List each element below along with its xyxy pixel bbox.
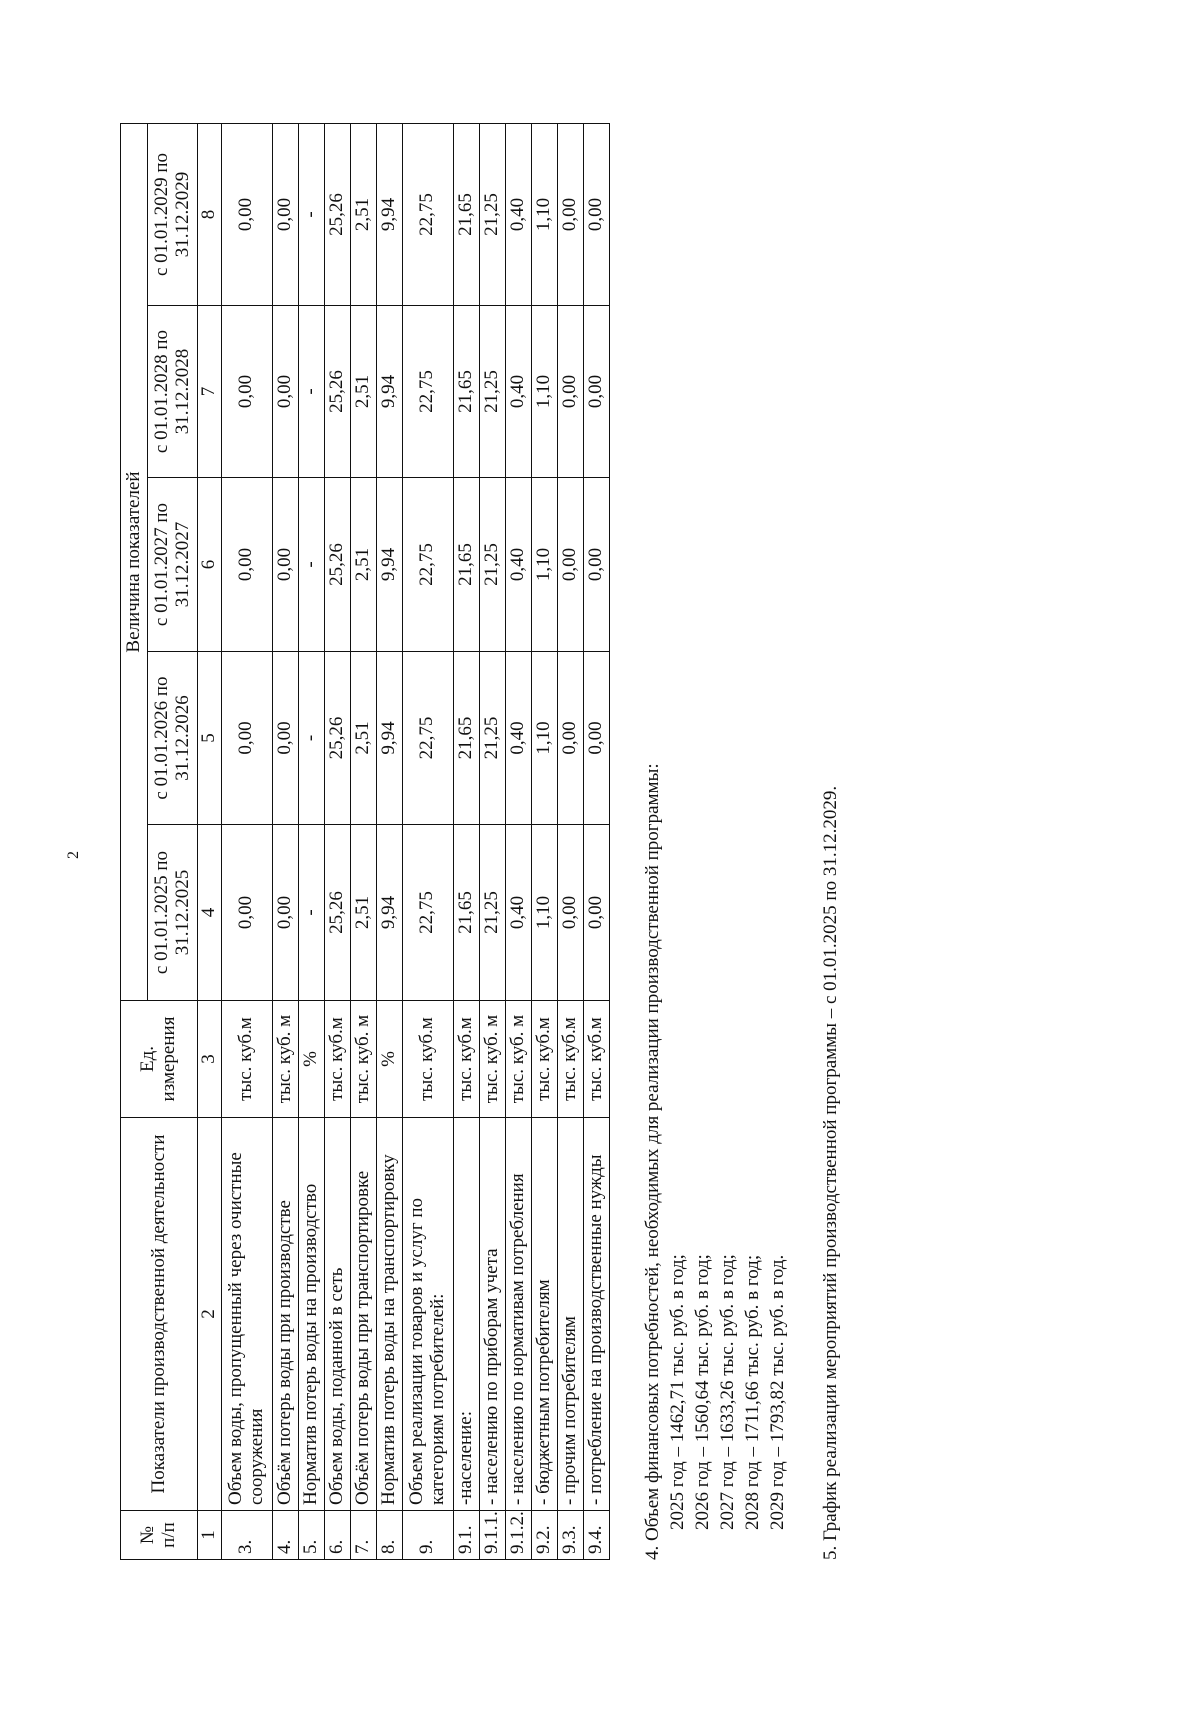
row-value-cell: 0,00 — [583, 825, 609, 1001]
header-values-group: Величина показателей — [121, 123, 148, 1000]
row-value-cell: 0,00 — [221, 306, 272, 478]
row-name-cell: - населению по нормативам потребления — [505, 1118, 531, 1511]
row-num-cell: 8. — [376, 1511, 402, 1560]
row-value-cell: 25,26 — [324, 825, 350, 1001]
row-value-cell: 0,00 — [557, 478, 583, 652]
row-value-cell: 21,25 — [479, 825, 505, 1001]
row-value-cell: 21,65 — [453, 123, 479, 305]
row-value-cell: 0,00 — [221, 825, 272, 1001]
row-value-cell: 0,40 — [505, 478, 531, 652]
table-row — [272, 123, 298, 1559]
row-unit-cell: % — [298, 1001, 324, 1118]
row-name-cell: - населению по приборам учета — [479, 1118, 505, 1511]
row-num-cell: 9.1.2. — [505, 1511, 531, 1560]
row-num-cell: 9. — [402, 1511, 453, 1560]
table-row — [324, 123, 350, 1559]
row-name-cell: Объём потерь воды при производстве — [272, 1118, 298, 1511]
row-name-cell: - потребление на производственные нужды — [583, 1118, 609, 1511]
row-value-cell: - — [298, 306, 324, 478]
header-num: № п/п — [121, 1511, 198, 1560]
row-name-cell: Объем воды, поданной в сеть — [324, 1118, 350, 1511]
finance-line: 2026 год – 1560,64 тыс. руб. в год; — [692, 1254, 713, 1530]
row-unit-cell: тыс. куб.м — [531, 1001, 557, 1118]
table-row — [402, 123, 453, 1559]
row-value-cell: 9,94 — [376, 478, 402, 652]
row-value-cell: 21,25 — [479, 478, 505, 652]
row-unit-cell: тыс. куб. м — [505, 1001, 531, 1118]
section-4-title: 4. Объем финансовых потребностей, необходимых для реализации производственной программы: — [642, 763, 663, 1560]
row-value-cell: 0,00 — [221, 652, 272, 825]
page-number: 2 — [65, 851, 82, 859]
row-value-cell: 21,25 — [479, 306, 505, 478]
row-value-cell: 0,00 — [557, 825, 583, 1001]
row-value-cell: - — [298, 478, 324, 652]
header-indicator: Показатели производственной деятельности — [121, 1118, 198, 1511]
row-value-cell: 0,00 — [557, 306, 583, 478]
row-value-cell: 1,10 — [531, 825, 557, 1001]
row-value-cell: 1,10 — [531, 123, 557, 305]
table-row — [479, 123, 505, 1559]
row-value-cell: 22,75 — [402, 306, 453, 478]
row-unit-cell: тыс. куб.м — [453, 1001, 479, 1118]
header-period-2028: с 01.01.2028 по 31.12.2028 — [148, 306, 198, 478]
row-value-cell: - — [298, 825, 324, 1001]
table-row — [505, 123, 531, 1559]
row-name-cell: Норматив потерь воды на транспортировку — [376, 1118, 402, 1511]
indicators-table — [120, 123, 610, 1560]
row-value-cell: 9,94 — [376, 306, 402, 478]
row-value-cell: 21,65 — [453, 478, 479, 652]
row-value-cell: - — [298, 123, 324, 305]
row-value-cell: 0,00 — [272, 652, 298, 825]
row-value-cell: 9,94 — [376, 123, 402, 305]
row-value-cell: 0,00 — [583, 306, 609, 478]
section-5-title: 5. График реализации мероприятий производственной программы – с 01.01.2025 по 31.12.2029. — [820, 785, 841, 1560]
header-period-2026: с 01.01.2026 по 31.12.2026 — [148, 652, 198, 825]
row-value-cell: 2,51 — [350, 306, 376, 478]
row-value-cell: 21,65 — [453, 825, 479, 1001]
row-value-cell: 21,65 — [453, 652, 479, 825]
row-value-cell: 25,26 — [324, 123, 350, 305]
row-num-cell: 9.3. — [557, 1511, 583, 1560]
row-value-cell: 0,00 — [221, 123, 272, 305]
col-number: 7 — [198, 306, 222, 478]
row-value-cell: 22,75 — [402, 478, 453, 652]
row-value-cell: 22,75 — [402, 825, 453, 1001]
row-value-cell: 22,75 — [402, 652, 453, 825]
row-value-cell: 0,00 — [583, 123, 609, 305]
row-value-cell: 1,10 — [531, 478, 557, 652]
table-row — [557, 123, 583, 1559]
col-number: 5 — [198, 652, 222, 825]
header-period-2027: с 01.01.2027 по 31.12.2027 — [148, 478, 198, 652]
row-value-cell: 0,00 — [583, 478, 609, 652]
finance-line: 2029 год – 1793,82 тыс. руб. в год. — [767, 1254, 788, 1530]
header-unit: Ед. измерения — [121, 1001, 198, 1118]
row-unit-cell: тыс. куб.м — [221, 1001, 272, 1118]
row-num-cell: 6. — [324, 1511, 350, 1560]
row-name-cell: Объем воды, пропущенный через очистные сооружения — [221, 1118, 272, 1511]
section-4 — [640, 763, 790, 1560]
table-row — [583, 123, 609, 1559]
col-number: 2 — [198, 1118, 222, 1511]
row-value-cell: 0,00 — [272, 825, 298, 1001]
row-unit-cell: % — [376, 1001, 402, 1118]
col-number: 4 — [198, 825, 222, 1001]
col-number: 3 — [198, 1001, 222, 1118]
row-value-cell: 25,26 — [324, 478, 350, 652]
row-num-cell: 9.2. — [531, 1511, 557, 1560]
row-num-cell: 4. — [272, 1511, 298, 1560]
row-value-cell: 0,00 — [221, 478, 272, 652]
row-num-cell: 9.4. — [583, 1511, 609, 1560]
row-value-cell: 1,10 — [531, 652, 557, 825]
table-row — [298, 123, 324, 1559]
row-num-cell: 9.1.1. — [479, 1511, 505, 1560]
row-value-cell: 2,51 — [350, 825, 376, 1001]
row-value-cell: 21,25 — [479, 123, 505, 305]
row-unit-cell: тыс. куб.м — [402, 1001, 453, 1118]
table-body — [221, 123, 609, 1559]
row-value-cell: 0,40 — [505, 825, 531, 1001]
row-value-cell: 0,00 — [272, 306, 298, 478]
row-value-cell: 0,40 — [505, 652, 531, 825]
col-number: 1 — [198, 1511, 222, 1560]
row-num-cell: 9.1. — [453, 1511, 479, 1560]
row-num-cell: 5. — [298, 1511, 324, 1560]
col-number: 6 — [198, 478, 222, 652]
row-value-cell: 2,51 — [350, 478, 376, 652]
row-value-cell: - — [298, 652, 324, 825]
row-value-cell: 1,10 — [531, 306, 557, 478]
row-num-cell: 7. — [350, 1511, 376, 1560]
row-unit-cell: тыс. куб. м — [350, 1001, 376, 1118]
row-value-cell: 2,51 — [350, 123, 376, 305]
row-unit-cell: тыс. куб.м — [583, 1001, 609, 1118]
row-name-cell: - бюджетным потребителям — [531, 1118, 557, 1511]
table-row — [531, 123, 557, 1559]
row-value-cell: 21,25 — [479, 652, 505, 825]
row-value-cell: 21,65 — [453, 306, 479, 478]
row-value-cell: 25,26 — [324, 652, 350, 825]
header-period-2029: с 01.01.2029 по 31.12.2029 — [148, 123, 198, 305]
row-value-cell: 0,00 — [583, 652, 609, 825]
row-name-cell: Объём потерь воды при транспортировке — [350, 1118, 376, 1511]
row-value-cell: 2,51 — [350, 652, 376, 825]
row-name-cell: Норматив потерь воды на производство — [298, 1118, 324, 1511]
table-row — [221, 123, 272, 1559]
row-value-cell: 0,00 — [272, 123, 298, 305]
row-value-cell: 0,00 — [557, 123, 583, 305]
finance-line: 2028 год – 1711,66 тыс. руб. в год; — [742, 1254, 763, 1530]
row-name-cell: -население: — [453, 1118, 479, 1511]
row-value-cell: 25,26 — [324, 306, 350, 478]
row-unit-cell: тыс. куб. м — [272, 1001, 298, 1118]
row-value-cell: 0,40 — [505, 123, 531, 305]
row-value-cell: 22,75 — [402, 123, 453, 305]
row-unit-cell: тыс. куб. м — [479, 1001, 505, 1118]
row-value-cell: 9,94 — [376, 652, 402, 825]
row-value-cell: 0,00 — [557, 652, 583, 825]
table-row — [350, 123, 376, 1559]
row-value-cell: 0,00 — [272, 478, 298, 652]
row-name-cell: Объем реализации товаров и услуг по категориям потребителей: — [402, 1118, 453, 1511]
row-name-cell: - прочим потребителям — [557, 1118, 583, 1511]
finance-line: 2025 год – 1462,71 тыс. руб. в год; — [667, 1254, 688, 1530]
header-period-2025: с 01.01.2025 по 31.12.2025 — [148, 825, 198, 1001]
row-unit-cell: тыс. куб.м — [324, 1001, 350, 1118]
col-number: 8 — [198, 123, 222, 305]
row-unit-cell: тыс. куб.м — [557, 1001, 583, 1118]
table-row — [376, 123, 402, 1559]
row-num-cell: 3. — [221, 1511, 272, 1560]
finance-line: 2027 год – 1633,26 тыс. руб. в год; — [717, 1254, 738, 1530]
row-value-cell: 9,94 — [376, 825, 402, 1001]
row-value-cell: 0,40 — [505, 306, 531, 478]
table-row — [453, 123, 479, 1559]
